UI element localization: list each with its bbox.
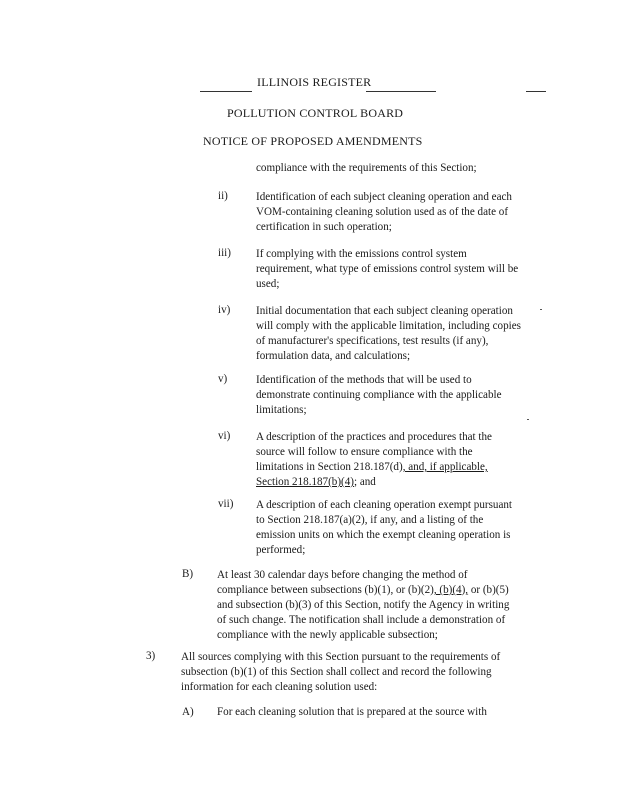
board-title: POLLUTION CONTROL BOARD	[227, 106, 404, 120]
item-v-marker: v)	[218, 373, 228, 385]
item-b-plain-text: compliance between subsections (b)(1)	[217, 584, 391, 596]
scan-speck	[540, 309, 542, 310]
item-iii-line: used;	[256, 278, 280, 290]
item-ii-line: certification in such operation;	[256, 221, 392, 233]
item-vii-line: to Section 218.187(a)(2), if any, and a listing of the	[256, 514, 484, 526]
item-v-line: limitations;	[256, 404, 307, 416]
item-vii-line: A description of each cleaning operation exempt pursuant	[256, 499, 512, 511]
item-iv-line: Initial documentation that each subject cleaning operation	[256, 305, 513, 317]
item-3-line: subsection (b)(1) of this Section shall collect and record the following	[181, 666, 492, 678]
item-v-line: Identification of the methods that will be used to	[256, 374, 472, 386]
item-b-plain-text: or (b)(5)	[468, 584, 509, 596]
item-vi-line	[256, 460, 492, 475]
register-title: ILLINOIS REGISTER	[257, 75, 372, 89]
item-vi-line: A description of the practices and procedures that the	[256, 431, 492, 443]
item-iii-text	[256, 247, 518, 292]
item-iv-text	[256, 304, 521, 364]
item-b-line: At least 30 calendar days before changing the method of	[217, 569, 468, 581]
item-ii-text	[256, 190, 512, 235]
item-b-line: of such change. The notification shall include a demonstration of	[217, 614, 506, 626]
item-ii-line: VOM-containing cleaning solution used as of the date of	[256, 206, 509, 218]
item-3-marker: 3)	[146, 650, 156, 662]
item-vi-plain-text: ; and	[353, 476, 376, 488]
scan-speck	[527, 419, 529, 420]
item-vi-line	[256, 475, 492, 490]
item-b-line: and subsection (b)(3) of this Section, notify the Agency in writing	[217, 599, 510, 611]
item-vi-plain-text: limitations in Section 218.187(d)	[256, 461, 403, 473]
item-iv-line: formulation data, and calculations;	[256, 350, 411, 362]
item-vi-marker: vi)	[218, 430, 231, 442]
item-iv-line: will comply with the applicable limitation, including copies	[256, 320, 521, 332]
item-vii-line: emission units on which the exempt cleaning operation is	[256, 529, 511, 541]
item-b-plain-text: , or (b)(2)	[390, 584, 434, 596]
item-vi-line: source will follow to ensure compliance with the	[256, 446, 473, 458]
item-3-line: information for each cleaning solution used:	[181, 681, 378, 693]
item-vii-text	[256, 498, 512, 558]
item-vii-marker: vii)	[218, 498, 234, 510]
item-3a-line: For each cleaning solution that is prepared at the source with	[217, 706, 487, 718]
item-iii-marker: iii)	[218, 247, 231, 259]
item-vi-inserted-text: Section 218.187(b)(4)	[256, 476, 354, 488]
item-b-inserted-text: , (b)(4),	[433, 584, 469, 596]
item-ii-line: Identification of each subject cleaning operation and each	[256, 191, 512, 203]
item-3a-marker: A)	[182, 706, 194, 718]
continuation-line: compliance with the requirements of this Section;	[256, 162, 477, 174]
item-3-line: All sources complying with this Section pursuant to the requirements of	[181, 651, 501, 663]
header-rule-left	[200, 91, 252, 92]
item-vii-line: performed;	[256, 544, 306, 556]
item-vi-inserted-text: , and, if applicable,	[402, 461, 488, 473]
item-iii-line: If complying with the emissions control system	[256, 248, 467, 260]
item-b-line	[217, 583, 509, 598]
item-iii-line: requirement, what type of emissions control system will be	[256, 263, 519, 275]
item-b-line: compliance with the newly applicable subsection;	[217, 629, 438, 641]
item-b-text	[217, 568, 509, 643]
item-v-text	[256, 373, 502, 418]
header-rule-far-right	[526, 91, 546, 92]
item-b-marker: B)	[182, 568, 194, 580]
notice-title: NOTICE OF PROPOSED AMENDMENTS	[203, 134, 423, 148]
item-ii-marker: ii)	[218, 190, 228, 202]
item-iv-line: of manufacturer's specifications, test results (if any),	[256, 335, 489, 347]
item-vi-text	[256, 430, 492, 490]
item-v-line: demonstrate continuing compliance with the applicable	[256, 389, 502, 401]
item-3-text	[181, 650, 500, 695]
header-rule-right	[366, 91, 436, 92]
item-iv-marker: iv)	[218, 304, 231, 316]
